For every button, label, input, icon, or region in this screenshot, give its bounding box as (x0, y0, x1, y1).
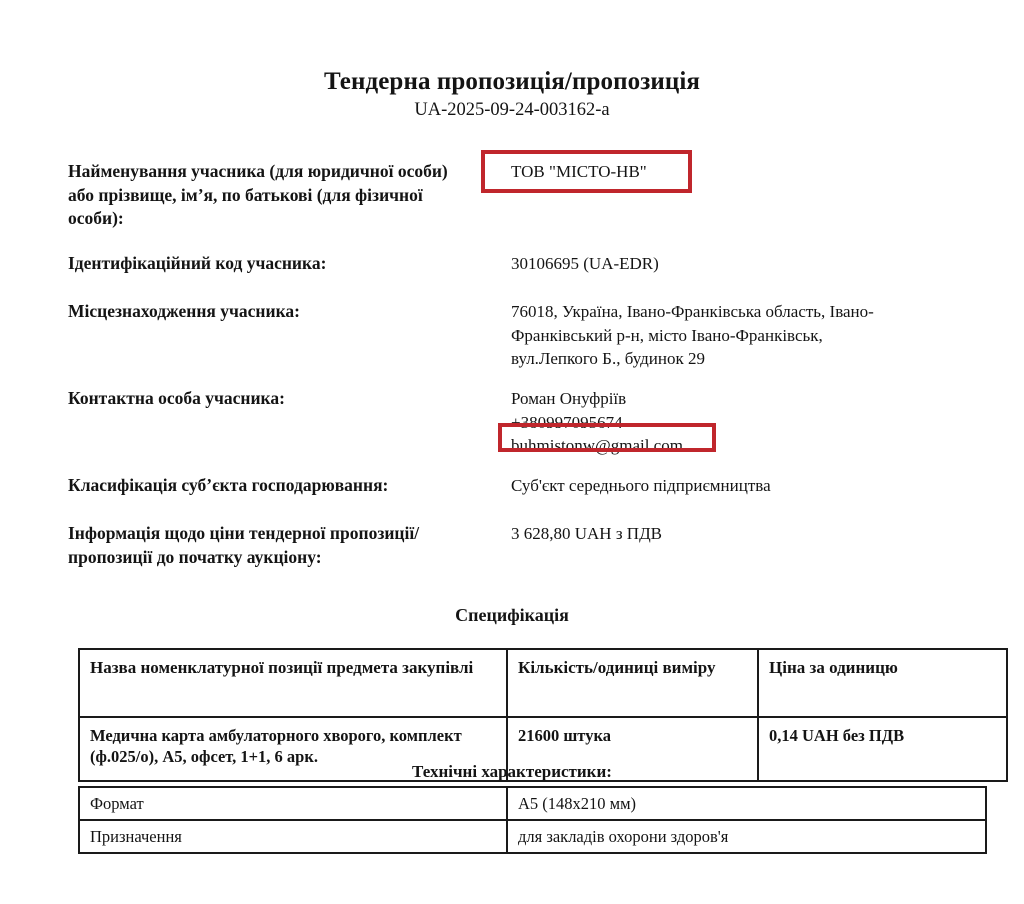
technical-characteristics-caption: Технічні характеристики: (412, 762, 612, 781)
tech-cell-key-format: Формат (79, 787, 507, 820)
participant-name-text: ТОВ "МІСТО-НВ" (511, 162, 647, 181)
field-label-contact-person: Контактна особа учасника: (68, 388, 285, 408)
address-line-1: 76018, Україна, Івано-Франківська область, Івано- (511, 302, 874, 321)
field-value-contact-person (511, 387, 961, 458)
table-header-row (79, 649, 1007, 717)
document-id: UA-2025-09-24-003162-а (414, 100, 610, 120)
table-row (79, 787, 986, 820)
table-header-cell-quantity: Кількість/одиниці виміру (507, 649, 758, 717)
technical-characteristics-table (78, 786, 987, 854)
field-value-business-classification: Суб'єкт середнього підприємництва (511, 476, 771, 495)
table-cell-item-name: Медична карта амбулаторного хворого, комплект (ф.025/о), А5, офсет, 1+1, 6 арк. (79, 717, 507, 781)
table-row (79, 820, 986, 853)
price-label-line-3: аукціону: (246, 546, 322, 567)
tech-cell-value-purpose: для закладів охорони здоров'я (507, 820, 986, 853)
field-value-price-information: 3 628,80 UAH з ПДВ (511, 524, 663, 543)
field-label-participant-code: Ідентифікаційний код учасника: (68, 253, 327, 273)
field-label-participant-name (68, 160, 468, 231)
tech-cell-key-purpose: Призначення (79, 820, 507, 853)
label-line-3: (для фізичної особи): (68, 184, 423, 228)
table-header-cell-unit-price: Ціна за одиницю (758, 649, 1007, 717)
table-cell-item-quantity: 21600 штука (507, 717, 758, 781)
field-label-business-classification: Класифікація суб’єкта господарювання: (68, 475, 389, 495)
field-value-participant-location (511, 300, 961, 371)
field-value-participant-code: 30106695 (UA-EDR) (511, 254, 659, 273)
field-label-participant-location: Місцезнаходження учасника: (68, 301, 300, 321)
address-line-3: вул.Лепкого Б., будинок 29 (511, 349, 705, 368)
field-value-participant-name (511, 160, 961, 184)
price-label-line-2: пропозиції/пропозиції до початку (68, 523, 420, 567)
price-label-line-1: Інформація щодо ціни тендерної (68, 523, 326, 543)
table-header-cell-name: Назва номенклатурної позиції предмета закупівлі (79, 649, 507, 717)
label-line-2: особи) або прізвище, ім’я, по батькові (68, 161, 448, 205)
contact-person-email: buhmistonw@gmail.com (511, 436, 683, 455)
tech-cell-value-format: А5 (148x210 мм) (507, 787, 986, 820)
contact-person-name: Роман Онуфріїв (511, 389, 627, 408)
contact-person-phone: +380997095674 (511, 412, 623, 432)
page-title: Тендерна пропозиція/пропозиція (323, 68, 701, 95)
table-cell-item-unit-price: 0,14 UAH без ПДВ (758, 717, 1007, 781)
field-label-price-information (68, 522, 468, 569)
address-line-2: Франківський р-н, місто Івано-Франківськ, (511, 325, 823, 345)
label-line-1: Найменування учасника (для юридичної (68, 161, 394, 181)
specification-caption: Специфікація (455, 605, 569, 625)
